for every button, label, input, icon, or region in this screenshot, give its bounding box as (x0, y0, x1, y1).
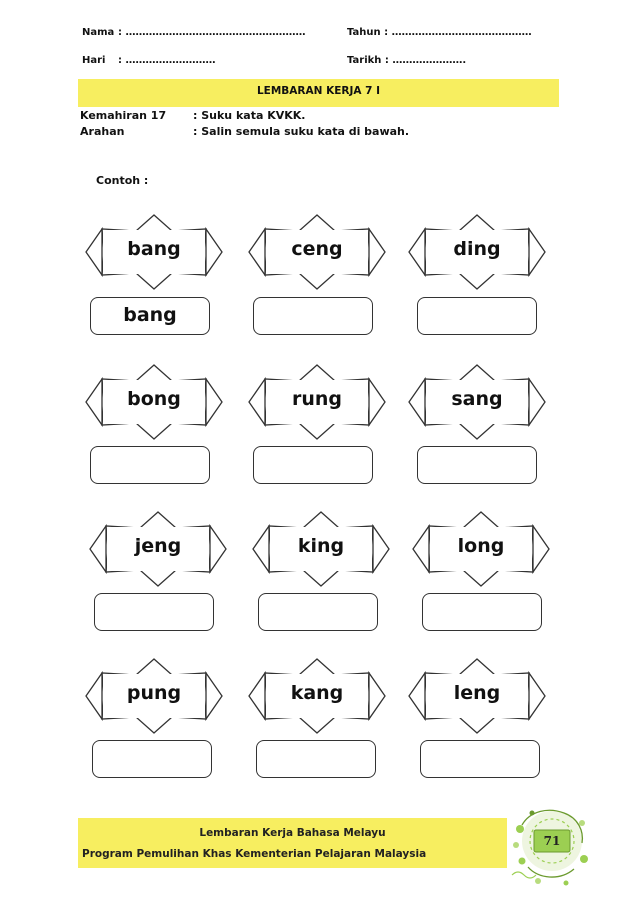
page-number: 71 (543, 834, 561, 848)
syllable-card (407, 214, 547, 290)
syllable-word: rung (291, 388, 343, 410)
answer-box[interactable] (92, 740, 212, 778)
answer-box[interactable] (253, 297, 373, 335)
answer-box[interactable] (417, 446, 537, 484)
hari-label: Hari (82, 55, 106, 66)
answer-box[interactable] (256, 740, 376, 778)
syllable-word: kang (290, 682, 344, 704)
syllable-word: ceng (291, 238, 343, 260)
kemahiran-label: Kemahiran 17 (80, 109, 167, 122)
answer-box[interactable] (258, 593, 378, 631)
arahan-label: Arahan (80, 125, 125, 138)
syllable-word: sang (451, 388, 503, 410)
syllable-word: leng (453, 682, 501, 704)
example-answer: bang (123, 304, 177, 326)
tarikh-field[interactable]: Tarikh : …………………. (347, 55, 467, 66)
syllable-card (247, 364, 387, 440)
kemahiran-value: : Suku kata KVKK. (193, 109, 306, 122)
answer-box[interactable] (420, 740, 540, 778)
answer-box[interactable] (253, 446, 373, 484)
syllable-card (88, 511, 228, 587)
syllable-word: bong (127, 388, 181, 410)
answer-box-example (90, 297, 210, 335)
answer-box[interactable] (90, 446, 210, 484)
syllable-card (247, 214, 387, 290)
hari-field[interactable]: : ……………………… (118, 55, 216, 66)
title-band (78, 79, 559, 107)
syllable-word: jeng (134, 535, 182, 557)
syllable-word: long (457, 535, 505, 557)
nama-label: Nama (82, 27, 115, 38)
tahun-field[interactable]: Tahun : …………………………………… (347, 27, 532, 38)
syllable-word: pung (126, 682, 182, 704)
syllable-word: bang (127, 238, 181, 260)
footer-subtitle: Program Pemulihan Khas Kementerian Pelajaran Malaysia (82, 848, 427, 860)
syllable-card (411, 511, 551, 587)
syllable-word: ding (453, 238, 501, 260)
footer-band (78, 818, 507, 868)
syllable-card (84, 658, 224, 734)
syllable-card (84, 364, 224, 440)
page-number-badge (508, 805, 590, 890)
arahan-value: : Salin semula suku kata di bawah. (193, 125, 410, 138)
contoh-label: Contoh : (96, 174, 149, 187)
footer-title: Lembaran Kerja Bahasa Melayu (199, 827, 386, 839)
syllable-card (247, 658, 387, 734)
syllable-card (407, 364, 547, 440)
answer-box[interactable] (417, 297, 537, 335)
syllable-word: king (297, 535, 345, 557)
answer-box[interactable] (422, 593, 542, 631)
worksheet-title: LEMBARAN KERJA 7 I (256, 85, 381, 97)
answer-box[interactable] (94, 593, 214, 631)
syllable-card (407, 658, 547, 734)
nama-field[interactable]: : ……………………………………………… (118, 27, 306, 38)
syllable-card (84, 214, 224, 290)
syllable-card (251, 511, 391, 587)
